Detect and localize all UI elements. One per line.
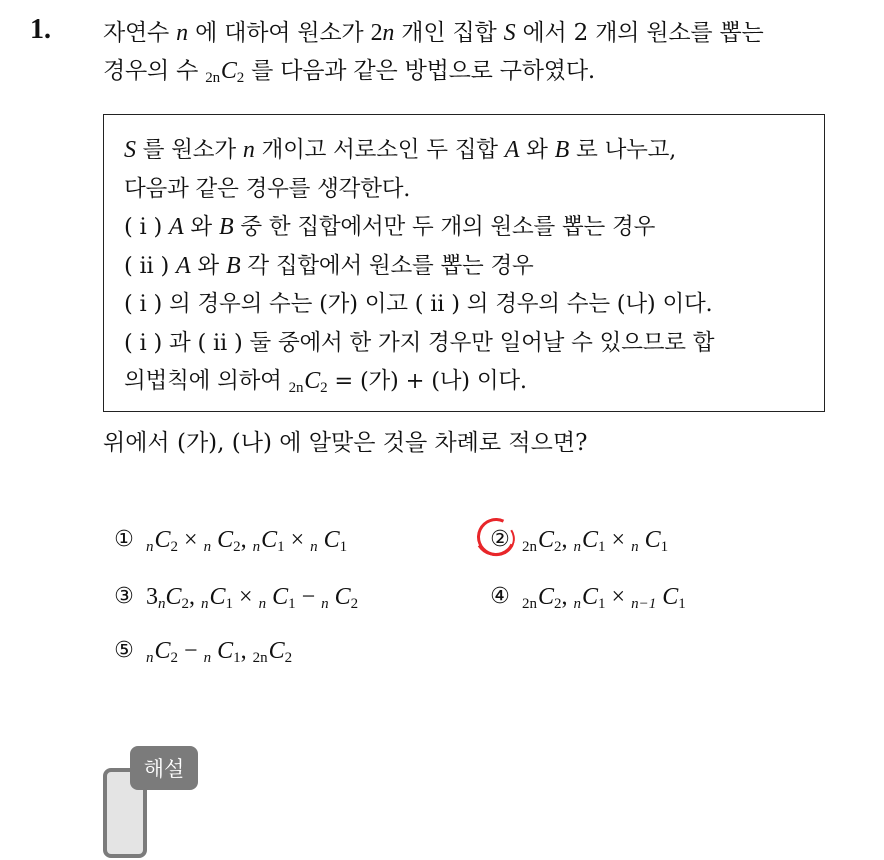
- box-line-4: ( ii ) A 와 B 각 집합에서 원소를 뽑는 경우: [124, 252, 534, 279]
- choice-expression: $_nC_2 - _n$ $C_1$, $_{2n}C_2$: [146, 638, 293, 666]
- question-number: 1.: [30, 14, 51, 45]
- choice-3[interactable]: [108, 582, 358, 612]
- question-prompt: 위에서 (가), (나) 에 알맞은 것을 차례로 적으면?: [103, 430, 588, 456]
- box-line-5: ( i ) 의 경우의 수는 (가) 이고 ( ii ) 의 경우의 수는 (나) 이다.: [124, 291, 713, 317]
- box-line-6: ( i ) 과 ( ii ) 둘 중에서 한 가지 경우만 일어날 수 있으므로 합: [124, 329, 715, 356]
- choice-number: ⑤: [114, 638, 134, 663]
- choice-number: ③: [114, 584, 134, 609]
- selected-circle-mark-stroke: [471, 515, 519, 560]
- choice-expression: $_{2n}C_2$, $_nC_1 \times _n$ $C_1$: [522, 527, 669, 555]
- method-box: [103, 114, 825, 412]
- choice-5[interactable]: [108, 636, 292, 666]
- solution-tab-button[interactable]: 해설: [130, 746, 198, 790]
- choice-expression: $3_nC_2$, $_nC_1 \times _n$ $C_1 - _n$ $C_2$: [146, 584, 359, 612]
- choice-2[interactable]: [484, 525, 668, 555]
- choice-number: ①: [114, 527, 134, 552]
- choice-4[interactable]: [484, 582, 686, 612]
- choice-number: ②: [484, 525, 516, 555]
- choice-1[interactable]: [108, 525, 347, 555]
- choice-number: ④: [490, 584, 510, 609]
- box-line-1: S 를 원소가 n 개이고 서로소인 두 집합 A 와 B 로 나누고,: [124, 137, 677, 163]
- box-line-2: 다음과 같은 경우를 생각한다.: [124, 175, 411, 202]
- question-stem: 자연수 n 에 대하여 원소가 2n 개인 집합 S 에서 2 개의 원소를 뽑는 경우의 수 $_{2n}C_2$ 를 다음과 같은 방법으로 구하였다.: [103, 20, 764, 86]
- choice-expression: $_nC_2 \times _n$ $C_2$, $_nC_1 \times _n$ $C_1$: [146, 527, 348, 555]
- choice-expression: $_{2n}C_2$, $_nC_1 \times _{n-1}$ $C_1$: [522, 584, 686, 612]
- box-line-7: 의법칙에 의하여 $_{2n}C_2$ = (가) + (나) 이다.: [124, 368, 527, 396]
- box-line-3: ( i ) A 와 B 중 한 집합에서만 두 개의 원소를 뽑는 경우: [124, 214, 656, 240]
